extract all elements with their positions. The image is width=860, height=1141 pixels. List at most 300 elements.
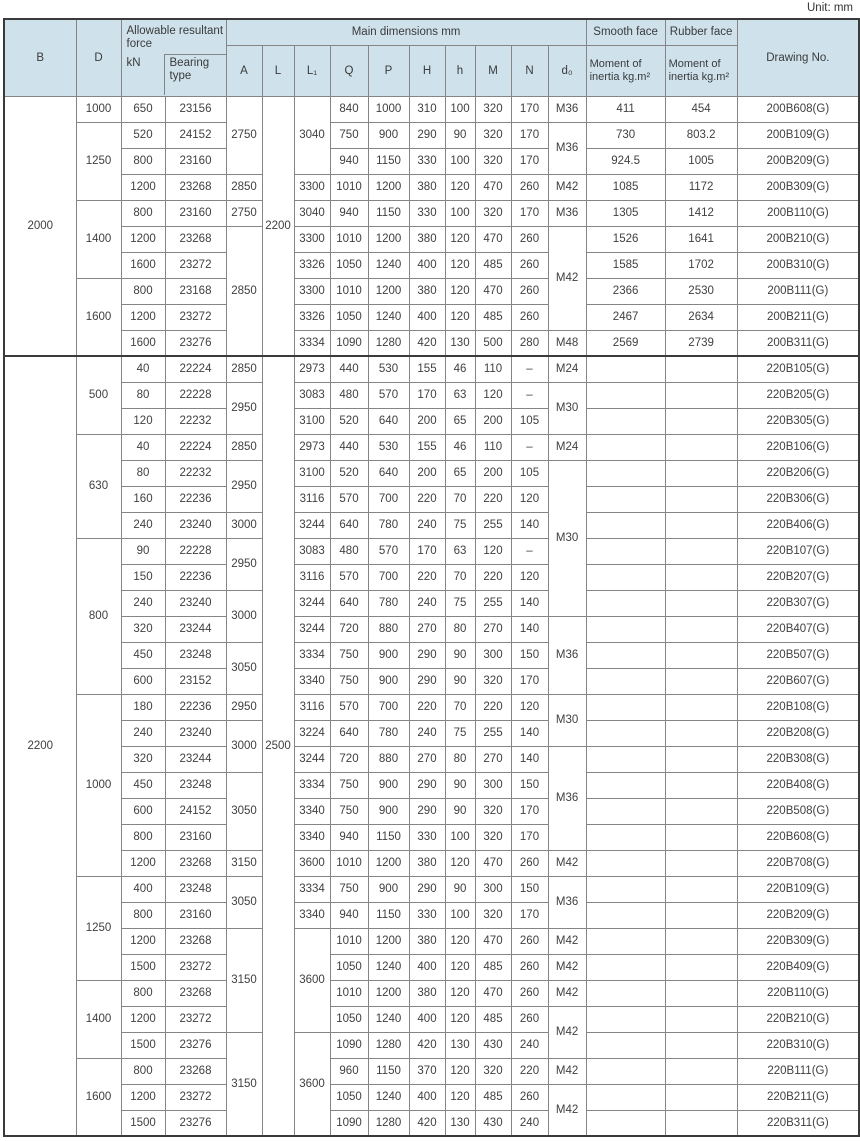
table-cell xyxy=(586,564,665,590)
table-cell: 120 xyxy=(511,564,548,590)
table-cell: 23156 xyxy=(165,96,226,122)
table-cell: 270 xyxy=(409,746,445,772)
table-cell: 1050 xyxy=(330,252,368,278)
table-cell: 320 xyxy=(475,1058,511,1084)
table-cell: 3050 xyxy=(226,642,262,694)
table-cell: 70 xyxy=(445,564,475,590)
table-cell: 140 xyxy=(511,720,548,746)
table-cell: 240 xyxy=(511,1110,548,1136)
table-cell: 240 xyxy=(511,1032,548,1058)
table-cell: 22228 xyxy=(165,538,226,564)
table-cell: 23268 xyxy=(165,174,226,200)
table-cell xyxy=(586,616,665,642)
table-cell: 220B210(G) xyxy=(737,1006,859,1032)
table-cell: 2000 xyxy=(4,96,76,356)
table-cell xyxy=(665,382,737,408)
table-cell: M30 xyxy=(548,382,586,434)
table-cell: 420 xyxy=(409,1032,445,1058)
table-cell: 1600 xyxy=(121,330,165,356)
table-cell: 23268 xyxy=(165,980,226,1006)
table-cell: M36 xyxy=(548,876,586,928)
table-cell: 485 xyxy=(475,304,511,330)
table-cell: 270 xyxy=(475,616,511,642)
table-cell: 1010 xyxy=(330,850,368,876)
table-row xyxy=(4,850,859,876)
table-cell: 3334 xyxy=(294,642,330,668)
table-cell: M36 xyxy=(548,122,586,174)
table-cell xyxy=(586,642,665,668)
table-cell xyxy=(665,642,737,668)
table-cell: M42 xyxy=(548,1084,586,1136)
table-cell: 255 xyxy=(475,512,511,538)
table-cell: 270 xyxy=(475,746,511,772)
col-header-h-lower: h xyxy=(445,45,475,96)
table-row xyxy=(4,512,859,538)
table-cell: M42 xyxy=(548,928,586,954)
table-cell xyxy=(586,772,665,798)
table-cell: 280 xyxy=(511,330,548,356)
table-row xyxy=(4,1032,859,1058)
table-cell: 200 xyxy=(475,460,511,486)
table-cell: 1280 xyxy=(368,1032,409,1058)
table-cell: 1050 xyxy=(330,954,368,980)
table-cell: 180 xyxy=(121,694,165,720)
table-cell: 1090 xyxy=(330,330,368,356)
table-cell: 1240 xyxy=(368,1084,409,1110)
table-cell: 150 xyxy=(511,772,548,798)
table-cell: 1240 xyxy=(368,252,409,278)
table-cell: 240 xyxy=(121,720,165,746)
table-cell: 370 xyxy=(409,1058,445,1084)
table-cell: 220B111(G) xyxy=(737,1058,859,1084)
table-row xyxy=(4,668,859,694)
table-cell: 3244 xyxy=(294,512,330,538)
table-cell xyxy=(586,590,665,616)
table-cell: 2850 xyxy=(226,356,262,382)
table-cell: 2973 xyxy=(294,356,330,382)
table-cell: 800 xyxy=(121,148,165,174)
table-cell: 170 xyxy=(511,798,548,824)
table-cell: 2950 xyxy=(226,460,262,512)
col-header-d: D xyxy=(76,19,121,96)
table-cell: M42 xyxy=(548,980,586,1006)
col-header-rubber-moi: Moment of inertia kg.m² xyxy=(665,45,737,96)
table-cell xyxy=(586,850,665,876)
table-cell: 200B110(G) xyxy=(737,200,859,226)
table-cell: 1000 xyxy=(76,694,121,876)
table-cell: 3000 xyxy=(226,720,262,772)
table-cell xyxy=(665,668,737,694)
table-cell: 22228 xyxy=(165,382,226,408)
table-cell: 290 xyxy=(409,122,445,148)
table-cell: 155 xyxy=(409,356,445,382)
table-cell xyxy=(586,460,665,486)
table-cell: 260 xyxy=(511,278,548,304)
table-cell: 300 xyxy=(475,642,511,668)
table-cell: 1010 xyxy=(330,980,368,1006)
table-cell: 485 xyxy=(475,954,511,980)
table-cell: 400 xyxy=(409,1084,445,1110)
table-cell: 3600 xyxy=(294,850,330,876)
table-row xyxy=(4,538,859,564)
table-cell: 420 xyxy=(409,330,445,356)
table-cell: 1090 xyxy=(330,1110,368,1136)
table-cell: 400 xyxy=(409,304,445,330)
table-cell: 1280 xyxy=(368,330,409,356)
table-cell: 2850 xyxy=(226,174,262,200)
col-header-smooth-face: Smooth face xyxy=(586,19,665,45)
table-cell: 2467 xyxy=(586,304,665,330)
table-cell xyxy=(586,876,665,902)
table-cell: 200 xyxy=(409,460,445,486)
table-cell: – xyxy=(511,356,548,382)
table-cell xyxy=(665,1084,737,1110)
table-cell: 90 xyxy=(445,668,475,694)
table-cell: 40 xyxy=(121,356,165,382)
table-cell: 23240 xyxy=(165,720,226,746)
table-cell: 520 xyxy=(330,408,368,434)
table-cell: 330 xyxy=(409,824,445,850)
table-row xyxy=(4,278,859,304)
table-cell: 1250 xyxy=(76,876,121,980)
table-cell: 220B310(G) xyxy=(737,1032,859,1058)
table-cell: 380 xyxy=(409,278,445,304)
table-cell: 120 xyxy=(445,252,475,278)
table-cell: M30 xyxy=(548,694,586,746)
table-cell: 1150 xyxy=(368,1058,409,1084)
table-cell: 220 xyxy=(409,486,445,512)
table-cell: 3244 xyxy=(294,590,330,616)
table-cell xyxy=(665,512,737,538)
table-cell: 3000 xyxy=(226,590,262,642)
table-cell: 3100 xyxy=(294,460,330,486)
table-cell: 1010 xyxy=(330,226,368,252)
table-cell: 1150 xyxy=(368,902,409,928)
table-cell: 320 xyxy=(121,746,165,772)
table-cell xyxy=(586,538,665,564)
table-cell: 46 xyxy=(445,356,475,382)
table-cell: 100 xyxy=(445,824,475,850)
table-cell xyxy=(586,512,665,538)
table-cell: 2750 xyxy=(226,96,262,174)
table-cell: 255 xyxy=(475,590,511,616)
table-cell: 220B106(G) xyxy=(737,434,859,460)
table-cell: 320 xyxy=(475,148,511,174)
table-cell xyxy=(665,902,737,928)
table-cell: 120 xyxy=(475,382,511,408)
table-cell: 840 xyxy=(330,96,368,122)
table-cell: 1500 xyxy=(121,954,165,980)
table-row xyxy=(4,252,859,278)
table-cell: 220B108(G) xyxy=(737,694,859,720)
table-row xyxy=(4,616,859,642)
table-row xyxy=(4,382,859,408)
table-cell: 1500 xyxy=(121,1032,165,1058)
table-cell: 23268 xyxy=(165,226,226,252)
table-cell: 1010 xyxy=(330,278,368,304)
table-row xyxy=(4,980,859,1006)
table-cell: 380 xyxy=(409,980,445,1006)
table-row xyxy=(4,408,859,434)
table-cell xyxy=(586,954,665,980)
table-cell: 1200 xyxy=(368,850,409,876)
col-header-n: N xyxy=(511,45,548,96)
table-cell: 380 xyxy=(409,226,445,252)
table-cell: 450 xyxy=(121,772,165,798)
table-cell: 330 xyxy=(409,148,445,174)
table-cell xyxy=(586,824,665,850)
table-row xyxy=(4,954,859,980)
table-row xyxy=(4,356,859,382)
table-cell: 3150 xyxy=(226,1032,262,1136)
table-cell: 700 xyxy=(368,486,409,512)
table-cell: 65 xyxy=(445,408,475,434)
table-cell: 23152 xyxy=(165,668,226,694)
table-cell: 2500 xyxy=(262,356,294,1136)
kn-label: kN xyxy=(126,57,141,70)
table-cell: 380 xyxy=(409,174,445,200)
table-cell: 120 xyxy=(475,538,511,564)
table-cell: 23276 xyxy=(165,330,226,356)
table-cell: 1200 xyxy=(121,928,165,954)
table-cell: 220B105(G) xyxy=(737,356,859,382)
table-cell: 130 xyxy=(445,1032,475,1058)
table-cell: 1240 xyxy=(368,304,409,330)
table-cell: 2569 xyxy=(586,330,665,356)
table-cell: 1172 xyxy=(665,174,737,200)
table-cell: 63 xyxy=(445,382,475,408)
table-cell: 260 xyxy=(511,252,548,278)
table-cell: 3340 xyxy=(294,668,330,694)
table-cell xyxy=(586,1084,665,1110)
table-cell: 1085 xyxy=(586,174,665,200)
table-row xyxy=(4,746,859,772)
table-cell: M48 xyxy=(548,330,586,356)
table-cell: 170 xyxy=(511,668,548,694)
table-cell: 570 xyxy=(368,538,409,564)
table-cell: 900 xyxy=(368,122,409,148)
table-cell: 23160 xyxy=(165,824,226,850)
table-cell xyxy=(665,954,737,980)
table-row xyxy=(4,122,859,148)
table-cell: 3150 xyxy=(226,850,262,876)
table-cell: 640 xyxy=(330,590,368,616)
table-cell: 3340 xyxy=(294,798,330,824)
table-cell: 1150 xyxy=(368,824,409,850)
table-cell: 23160 xyxy=(165,200,226,226)
table-cell: 90 xyxy=(445,642,475,668)
table-cell: 290 xyxy=(409,772,445,798)
table-cell: 200B311(G) xyxy=(737,330,859,356)
table-cell: 420 xyxy=(409,1110,445,1136)
table-cell: 3040 xyxy=(294,96,330,174)
col-header-allowable-force xyxy=(121,19,226,96)
table-cell: 120 xyxy=(121,408,165,434)
table-cell: 900 xyxy=(368,798,409,824)
table-cell: 800 xyxy=(121,1058,165,1084)
table-cell: 140 xyxy=(511,746,548,772)
table-cell: 1200 xyxy=(368,174,409,200)
table-cell xyxy=(665,720,737,746)
table-cell: – xyxy=(511,382,548,408)
table-cell: 120 xyxy=(445,1058,475,1084)
table-cell: 570 xyxy=(330,486,368,512)
table-row xyxy=(4,590,859,616)
table-cell: 120 xyxy=(511,694,548,720)
table-row xyxy=(4,200,859,226)
table-cell: 255 xyxy=(475,720,511,746)
table-cell: 140 xyxy=(511,512,548,538)
table-cell: 3040 xyxy=(294,200,330,226)
table-cell: 200B109(G) xyxy=(737,122,859,148)
table-cell: 140 xyxy=(511,616,548,642)
table-cell: 400 xyxy=(121,876,165,902)
table-cell: 220B205(G) xyxy=(737,382,859,408)
table-cell: 485 xyxy=(475,1006,511,1032)
table-cell: 22232 xyxy=(165,408,226,434)
table-cell: 220 xyxy=(409,694,445,720)
col-header-l: L xyxy=(262,45,294,96)
table-cell: 1305 xyxy=(586,200,665,226)
table-cell: 200B210(G) xyxy=(737,226,859,252)
table-cell xyxy=(586,1032,665,1058)
table-cell: 380 xyxy=(409,850,445,876)
table-cell: 1150 xyxy=(368,148,409,174)
table-cell: 220 xyxy=(475,486,511,512)
table-cell: 2750 xyxy=(226,200,262,226)
table-cell: 1585 xyxy=(586,252,665,278)
table-cell: 780 xyxy=(368,590,409,616)
table-cell: 170 xyxy=(409,382,445,408)
table-cell: 70 xyxy=(445,694,475,720)
table-cell: 23160 xyxy=(165,148,226,174)
table-row xyxy=(4,1006,859,1032)
table-cell xyxy=(586,1006,665,1032)
table-cell: 240 xyxy=(409,720,445,746)
table-cell: M42 xyxy=(548,1058,586,1084)
col-header-b: B xyxy=(4,19,76,96)
table-cell: 260 xyxy=(511,980,548,1006)
table-cell: 720 xyxy=(330,616,368,642)
table-cell: 3300 xyxy=(294,278,330,304)
table-cell: 220B408(G) xyxy=(737,772,859,798)
table-cell: 1090 xyxy=(330,1032,368,1058)
table-cell: 470 xyxy=(475,174,511,200)
table-cell: 22224 xyxy=(165,434,226,460)
table-cell: 23268 xyxy=(165,850,226,876)
table-cell xyxy=(665,434,737,460)
table-cell: 1000 xyxy=(76,96,121,122)
table-cell: 2200 xyxy=(4,356,76,1136)
table-cell: M42 xyxy=(548,954,586,980)
table-cell: 220B107(G) xyxy=(737,538,859,564)
table-cell xyxy=(665,460,737,486)
table-cell: 320 xyxy=(475,96,511,122)
table-cell xyxy=(665,564,737,590)
table-cell: 1200 xyxy=(368,278,409,304)
table-cell: – xyxy=(511,434,548,460)
table-cell: 960 xyxy=(330,1058,368,1084)
table-cell: 170 xyxy=(511,122,548,148)
table-cell xyxy=(665,850,737,876)
table-row xyxy=(4,876,859,902)
table-row xyxy=(4,460,859,486)
table-cell: 270 xyxy=(409,616,445,642)
table-cell: 90 xyxy=(445,798,475,824)
table-cell: 1641 xyxy=(665,226,737,252)
table-cell: 260 xyxy=(511,928,548,954)
table-cell: 730 xyxy=(586,122,665,148)
table-cell: 400 xyxy=(409,1006,445,1032)
table-cell: 22232 xyxy=(165,460,226,486)
table-cell: 470 xyxy=(475,226,511,252)
table-row xyxy=(4,694,859,720)
table-cell: 2850 xyxy=(226,226,262,356)
table-body xyxy=(4,96,859,1136)
table-cell xyxy=(665,616,737,642)
table-cell xyxy=(665,486,737,512)
table-cell: 220B209(G) xyxy=(737,902,859,928)
table-cell: 1200 xyxy=(121,304,165,330)
table-cell: 23276 xyxy=(165,1110,226,1136)
table-cell: M42 xyxy=(548,226,586,330)
table-cell: 65 xyxy=(445,460,475,486)
table-cell: 800 xyxy=(121,278,165,304)
table-cell: 2200 xyxy=(262,96,294,356)
table-cell: 220B110(G) xyxy=(737,980,859,1006)
table-cell: 220B311(G) xyxy=(737,1110,859,1136)
table-cell: 1600 xyxy=(76,1058,121,1136)
table-cell: 800 xyxy=(76,538,121,694)
table-cell: 940 xyxy=(330,902,368,928)
table-cell: 520 xyxy=(330,460,368,486)
table-cell: 200 xyxy=(409,408,445,434)
table-cell: 120 xyxy=(445,1006,475,1032)
table-cell: 90 xyxy=(445,122,475,148)
table-cell: 23248 xyxy=(165,642,226,668)
table-cell xyxy=(586,902,665,928)
table-cell: 440 xyxy=(330,434,368,460)
table-cell: 23248 xyxy=(165,772,226,798)
table-cell: 1200 xyxy=(121,226,165,252)
table-cell: 3334 xyxy=(294,330,330,356)
table-cell: 220B406(G) xyxy=(737,512,859,538)
table-cell: 1050 xyxy=(330,1006,368,1032)
table-cell: – xyxy=(511,538,548,564)
table-cell: 485 xyxy=(475,252,511,278)
table-cell: 3334 xyxy=(294,772,330,798)
table-cell: 200 xyxy=(475,408,511,434)
table-cell: 240 xyxy=(409,590,445,616)
table-cell: 3340 xyxy=(294,824,330,850)
table-cell: 220B409(G) xyxy=(737,954,859,980)
table-cell: 120 xyxy=(511,486,548,512)
table-cell: 200B309(G) xyxy=(737,174,859,200)
table-cell: 2530 xyxy=(665,278,737,304)
table-cell xyxy=(665,590,737,616)
table-cell: M24 xyxy=(548,356,586,382)
table-cell: 3150 xyxy=(226,928,262,1032)
table-cell: 120 xyxy=(445,980,475,1006)
table-cell: 320 xyxy=(475,824,511,850)
table-cell: 63 xyxy=(445,538,475,564)
table-cell: 480 xyxy=(330,382,368,408)
table-cell: M30 xyxy=(548,460,586,616)
table-cell: 1600 xyxy=(121,252,165,278)
table-cell: 170 xyxy=(511,902,548,928)
table-row xyxy=(4,1058,859,1084)
table-cell: 470 xyxy=(475,980,511,1006)
